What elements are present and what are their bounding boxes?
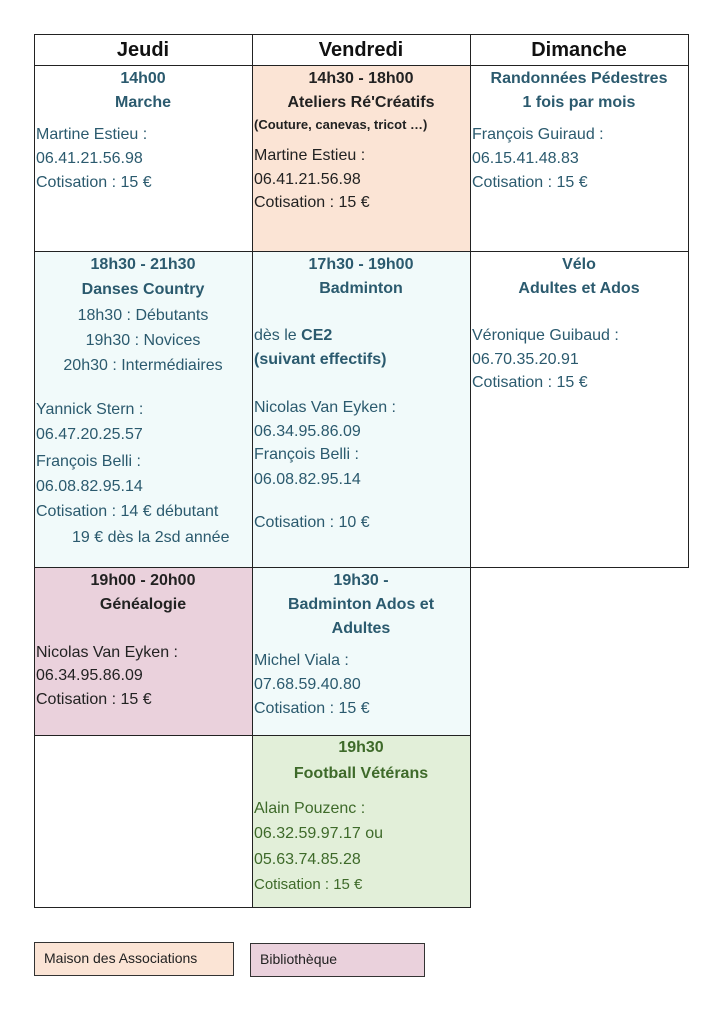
marche-title: Marche (114, 94, 172, 111)
header-jeudi: Jeudi (116, 38, 170, 61)
danses-contact: François Belli : (36, 453, 141, 470)
genealogie-fee: Cotisation : 15 € (36, 691, 152, 708)
legend-maison-des-associations: Maison des Associations (34, 942, 234, 976)
velo-fee: Cotisation : 15 € (472, 374, 588, 391)
badminton-adultes-time: 19h30 - (333, 572, 389, 589)
badminton-adultes-contact: Michel Viala : (254, 652, 349, 669)
danses-fee: Cotisation : 14 € débutant (36, 503, 219, 520)
ateliers-title: Ateliers Ré'Créatifs (287, 94, 435, 111)
badminton-time: 17h30 - 19h00 (308, 256, 414, 273)
badminton-adultes-phone: 07.68.59.40.80 (254, 676, 361, 693)
ateliers-time: 14h30 - 18h00 (308, 70, 414, 87)
badminton-adultes-fee: Cotisation : 15 € (254, 700, 370, 717)
badminton-contact: Nicolas Van Eyken : (254, 399, 396, 416)
marche-fee: Cotisation : 15 € (36, 174, 152, 191)
velo-subtitle: Adultes et Ados (518, 280, 640, 297)
badminton-adultes-title: Badminton Ados et (287, 596, 435, 613)
ateliers-contact: Martine Estieu : (254, 147, 366, 164)
randonnees-contact: François Guiraud : (472, 126, 604, 143)
badminton-adultes-title: Adultes (331, 620, 391, 637)
danses-fee: 19 € dès la 2sd année (72, 529, 230, 546)
danses-phone: 06.47.20.25.57 (36, 426, 143, 443)
randonnees-title: Randonnées Pédestres (490, 70, 668, 87)
ateliers-subtitle: (Couture, canevas, tricot …) (254, 117, 428, 132)
grid-line (34, 567, 689, 568)
marche-phone: 06.41.21.56.98 (36, 150, 143, 167)
danses-title: Danses Country (81, 281, 205, 298)
badminton-age-note: (suivant effectifs) (254, 351, 387, 368)
grid-line (688, 34, 689, 568)
marche-contact: Martine Estieu : (36, 126, 148, 143)
football-fee: Cotisation : 15 € (254, 876, 363, 893)
badminton-fee: Cotisation : 10 € (254, 514, 370, 531)
randonnees-freq: 1 fois par mois (522, 94, 636, 111)
badminton-phone: 06.08.82.95.14 (254, 471, 361, 488)
ateliers-fee: Cotisation : 15 € (254, 194, 370, 211)
randonnees-fee: Cotisation : 15 € (472, 174, 588, 191)
badminton-contact: François Belli : (254, 446, 359, 463)
football-contact: Alain Pouzenc : (254, 800, 366, 817)
danses-time: 18h30 - 21h30 (90, 256, 196, 273)
grid-line (470, 34, 471, 908)
genealogie-contact: Nicolas Van Eyken : (36, 644, 178, 661)
badminton-age (254, 324, 332, 348)
grid-line (34, 34, 35, 908)
genealogie-time: 19h00 - 20h00 (90, 572, 196, 589)
velo-phone: 06.70.35.20.91 (472, 351, 579, 368)
grid-line (34, 251, 689, 252)
grid-line (34, 65, 689, 66)
header-dimanche: Dimanche (531, 38, 627, 61)
header-vendredi: Vendredi (318, 38, 404, 61)
danses-contact: Yannick Stern : (36, 401, 144, 418)
badminton-title: Badminton (319, 280, 403, 297)
grid-line (34, 34, 689, 35)
randonnees-phone: 06.15.41.48.83 (472, 150, 579, 167)
badminton-age-prefix: dès le (254, 327, 302, 344)
danses-level: 20h30 : Intermédiaires (63, 357, 223, 374)
ateliers-phone: 06.41.21.56.98 (254, 171, 361, 188)
danses-level: 19h30 : Novices (85, 332, 201, 349)
badminton-age-level: CE2 (301, 327, 333, 344)
danses-phone: 06.08.82.95.14 (36, 478, 143, 495)
marche-time: 14h00 (120, 70, 166, 87)
velo-contact: Véronique Guibaud : (472, 327, 619, 344)
genealogie-phone: 06.34.95.86.09 (36, 667, 143, 684)
football-phone: 06.32.59.97.17 ou (254, 825, 384, 842)
legend-bibliotheque: Bibliothèque (250, 943, 425, 977)
danses-level: 18h30 : Débutants (77, 307, 209, 324)
football-phone: 05.63.74.85.28 (254, 851, 361, 868)
badminton-phone: 06.34.95.86.09 (254, 423, 361, 440)
football-title: Football Vétérans (293, 765, 429, 782)
velo-title: Vélo (562, 256, 596, 273)
genealogie-title: Généalogie (99, 596, 187, 613)
football-time: 19h30 (338, 739, 384, 756)
